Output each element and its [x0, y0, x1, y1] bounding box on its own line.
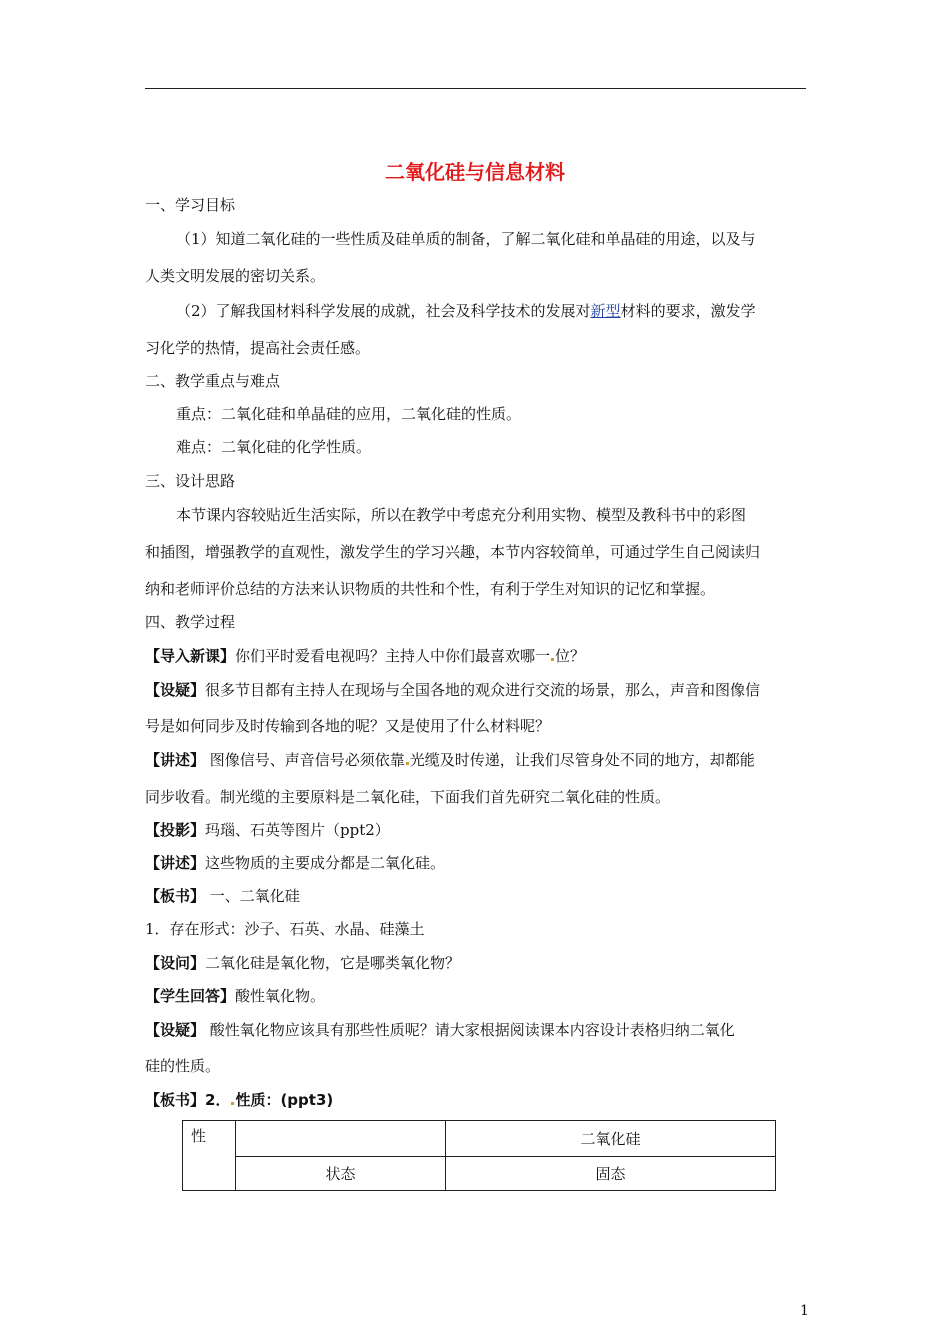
- design-line-2: 和插图，增强教学的直观性，激发学生的学习兴趣，本节内容较简单，可通过学生自己阅读归: [145, 543, 761, 561]
- header-rule: [145, 88, 806, 89]
- intro-text-a: 你们平时爱看电视吗？主持人中你们最喜欢哪一: [235, 647, 551, 665]
- objective-1-line-2: 人类文明发展的密切关系。: [145, 267, 326, 285]
- anchor-mark: [231, 1102, 234, 1105]
- page-number: 1: [800, 1303, 809, 1319]
- table-property-column: 性: [183, 1121, 236, 1191]
- projection-line: [145, 820, 390, 840]
- table-header-row: [183, 1121, 776, 1157]
- section-heading-design: 三、设计思路: [145, 472, 236, 490]
- table-row: [183, 1157, 776, 1191]
- blackboard-2-text-b: 性质：(ppt3): [235, 1091, 334, 1109]
- ask-line: [145, 953, 460, 973]
- objective-2-line-2: 习化学的热情，提高社会责任感。: [145, 339, 371, 357]
- student-answer-text: 酸性氧化物。: [235, 987, 326, 1005]
- existence-forms: 1．存在形式：沙子、石英、水晶、硅藻土: [145, 920, 425, 938]
- table-header-blank: [236, 1121, 446, 1157]
- design-line-1: 本节课内容较贴近生活实际，所以在教学中考虑充分利用实物、模型及教科书中的彩图: [176, 506, 747, 524]
- ask-text: 二氧化硅是氧化物，它是哪类氧化物？: [205, 954, 461, 972]
- intro-line: [145, 646, 585, 666]
- page-title: 二氧化硅与信息材料: [385, 160, 565, 184]
- narration-1-text-b: 光缆及时传递，让我们尽管身处不同的地方，却都能: [409, 751, 755, 769]
- blackboard-1-line: [145, 886, 300, 906]
- intro-text-b: 位？: [555, 647, 586, 665]
- narration-1-line-1: [145, 750, 755, 770]
- design-line-3: 纳和老师评价总结的方法来认识物质的共性和个性，有利于学生对知识的记忆和掌握。: [145, 580, 716, 598]
- intro-tag: 【导入新课】: [145, 647, 236, 665]
- narration-1-line-2: 同步收看。制光缆的主要原料是二氧化硅，下面我们首先研究二氧化硅的性质。: [145, 788, 671, 806]
- section-heading-objectives: 一、学习目标: [145, 196, 236, 214]
- projection-tag: 【投影】: [145, 821, 206, 839]
- narration-2-text: 这些物质的主要成分都是二氧化硅。: [205, 854, 446, 872]
- question-2-tag: 【设疑】: [145, 1021, 206, 1039]
- question-1-line-2: 号是如何同步及时传输到各地的呢？又是使用了什么材料呢？: [145, 717, 551, 735]
- narration-2-tag: 【讲述】: [145, 854, 206, 872]
- blackboard-2-text-a: 2．: [205, 1091, 231, 1109]
- key-point: 重点：二氧化硅和单晶硅的应用，二氧化硅的性质。: [176, 405, 522, 423]
- question-1-text: 很多节目都有主持人在现场与全国各地的观众进行交流的场景，那么，声音和图像信: [205, 681, 761, 699]
- question-2-line-1: [145, 1020, 735, 1040]
- question-2-line-2: 硅的性质。: [145, 1057, 221, 1075]
- blackboard-1-text: 一、二氧化硅: [205, 887, 300, 905]
- table-header-silica: 二氧化硅: [446, 1121, 776, 1157]
- table-cell-state-label: 状态: [236, 1157, 446, 1191]
- question-1-line-1: [145, 680, 760, 700]
- properties-table: [182, 1120, 776, 1191]
- question-1-tag: 【设疑】: [145, 681, 206, 699]
- new-type-link[interactable]: 新型: [590, 302, 621, 320]
- projection-text: 玛瑙、石英等图片（ppt2）: [205, 821, 390, 839]
- blackboard-1-tag: 【板书】: [145, 887, 206, 905]
- narration-2-line: [145, 853, 445, 873]
- student-answer-tag: 【学生回答】: [145, 987, 236, 1005]
- objective-2-text-b: 材料的要求，激发学: [620, 302, 756, 320]
- difficult-point: 难点：二氧化硅的化学性质。: [176, 438, 372, 456]
- section-heading-process: 四、教学过程: [145, 613, 236, 631]
- anchor-mark: [406, 762, 409, 765]
- blackboard-2-line: [145, 1090, 333, 1110]
- objective-1-line-1: （1）知道二氧化硅的一些性质及硅单质的制备，了解二氧化硅和单晶硅的用途，以及与: [176, 230, 756, 248]
- objective-2-line-1: [176, 301, 756, 321]
- blackboard-2-tag: 【板书】: [145, 1091, 206, 1109]
- student-answer-line: [145, 986, 325, 1006]
- section-heading-key-points: 二、教学重点与难点: [145, 372, 281, 390]
- table-cell-state-value: 固态: [446, 1157, 776, 1191]
- objective-2-text-a: （2）了解我国材料科学发展的成就，社会及科学技术的发展对: [176, 302, 591, 320]
- narration-1-tag: 【讲述】: [145, 751, 206, 769]
- ask-tag: 【设问】: [145, 954, 206, 972]
- anchor-mark: [551, 658, 554, 661]
- narration-1-text-a: 图像信号、声音信号必须依靠: [205, 751, 405, 769]
- question-2-text: 酸性氧化物应该具有那些性质呢？请大家根据阅读课本内容设计表格归纳二氧化: [205, 1021, 735, 1039]
